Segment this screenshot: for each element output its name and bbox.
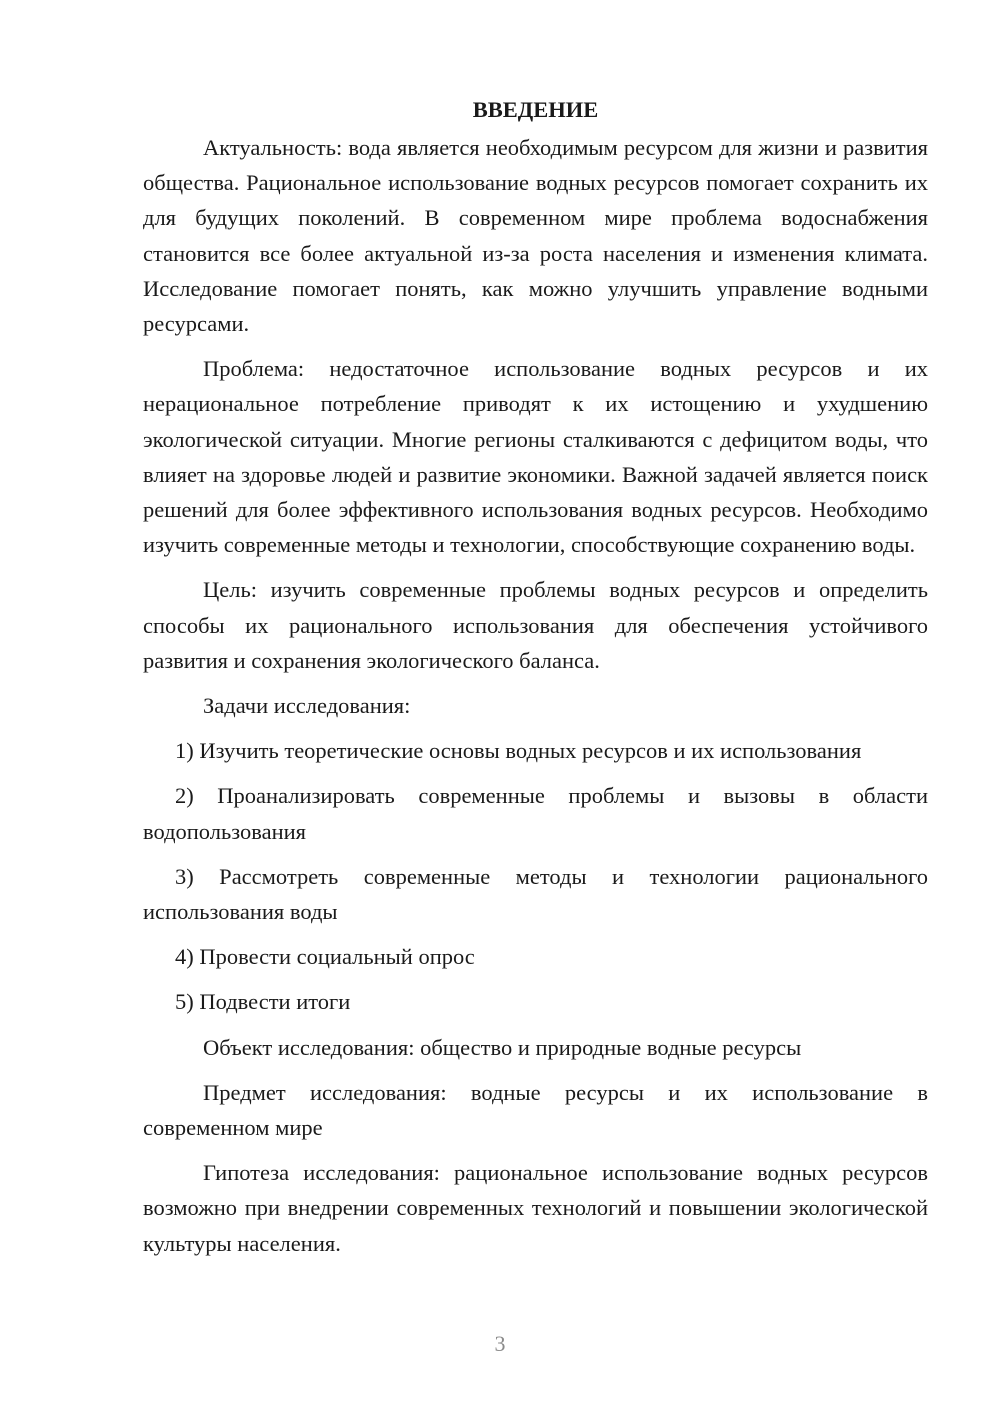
relevance-paragraph: Актуальность: вода является необходимым ресурсом для жизни и развития общества. Рациональное использование водных ресурсов помогает сохранить их для будущих поколений. В современном мире проблема водоснабжения становится все более актуальной из-за роста населения и изменения климата. Исследование помогает понять, как можно улучшить управление водными ресурсами.: [143, 135, 928, 337]
task-item: 2) Проанализировать современные проблемы и вызовы в области водопользования: [143, 783, 928, 844]
task-item: 4) Провести социальный опрос: [175, 944, 475, 970]
hypothesis-paragraph: Гипотеза исследования: рациональное использование водных ресурсов возможно при внедрении современных технологий и повышении экологической культуры населения.: [143, 1160, 928, 1256]
object-paragraph: Объект исследования: общество и природные водные ресурсы: [203, 1034, 802, 1060]
task-item: 5) Подвести итоги: [175, 989, 351, 1015]
problem-paragraph: Проблема: недостаточное использование водных ресурсов и их нерациональное потребление приводят к их истощению и ухудшению экологической ситуации. Многие регионы сталкиваются с дефицитом воды, что влияет на здоровье людей и развитие экономики. Важной задачей является поиск решений для более эффективного использования водных ресурсов. Необходимо изучить современные методы и технологии, способствующие сохранению воды.: [143, 356, 928, 558]
task-item: 1) Изучить теоретические основы водных ресурсов и их использования: [175, 738, 862, 764]
page-number: 3: [494, 1331, 506, 1356]
subject-paragraph: Предмет исследования: водные ресурсы и их использование в современном мире: [143, 1079, 928, 1141]
task-item: 3) Рассмотреть современные методы и технологии рационального использования воды: [143, 863, 928, 925]
tasks-heading: Задачи исследования:: [203, 693, 411, 719]
section-title: ВВЕДЕНИЕ: [472, 97, 599, 122]
goal-paragraph: Цель: изучить современные проблемы водных ресурсов и определить способы их рационального использования для обеспечения устойчивого развития и сохранения экологического баланса.: [143, 577, 928, 673]
document-page: [143, 92, 928, 1271]
